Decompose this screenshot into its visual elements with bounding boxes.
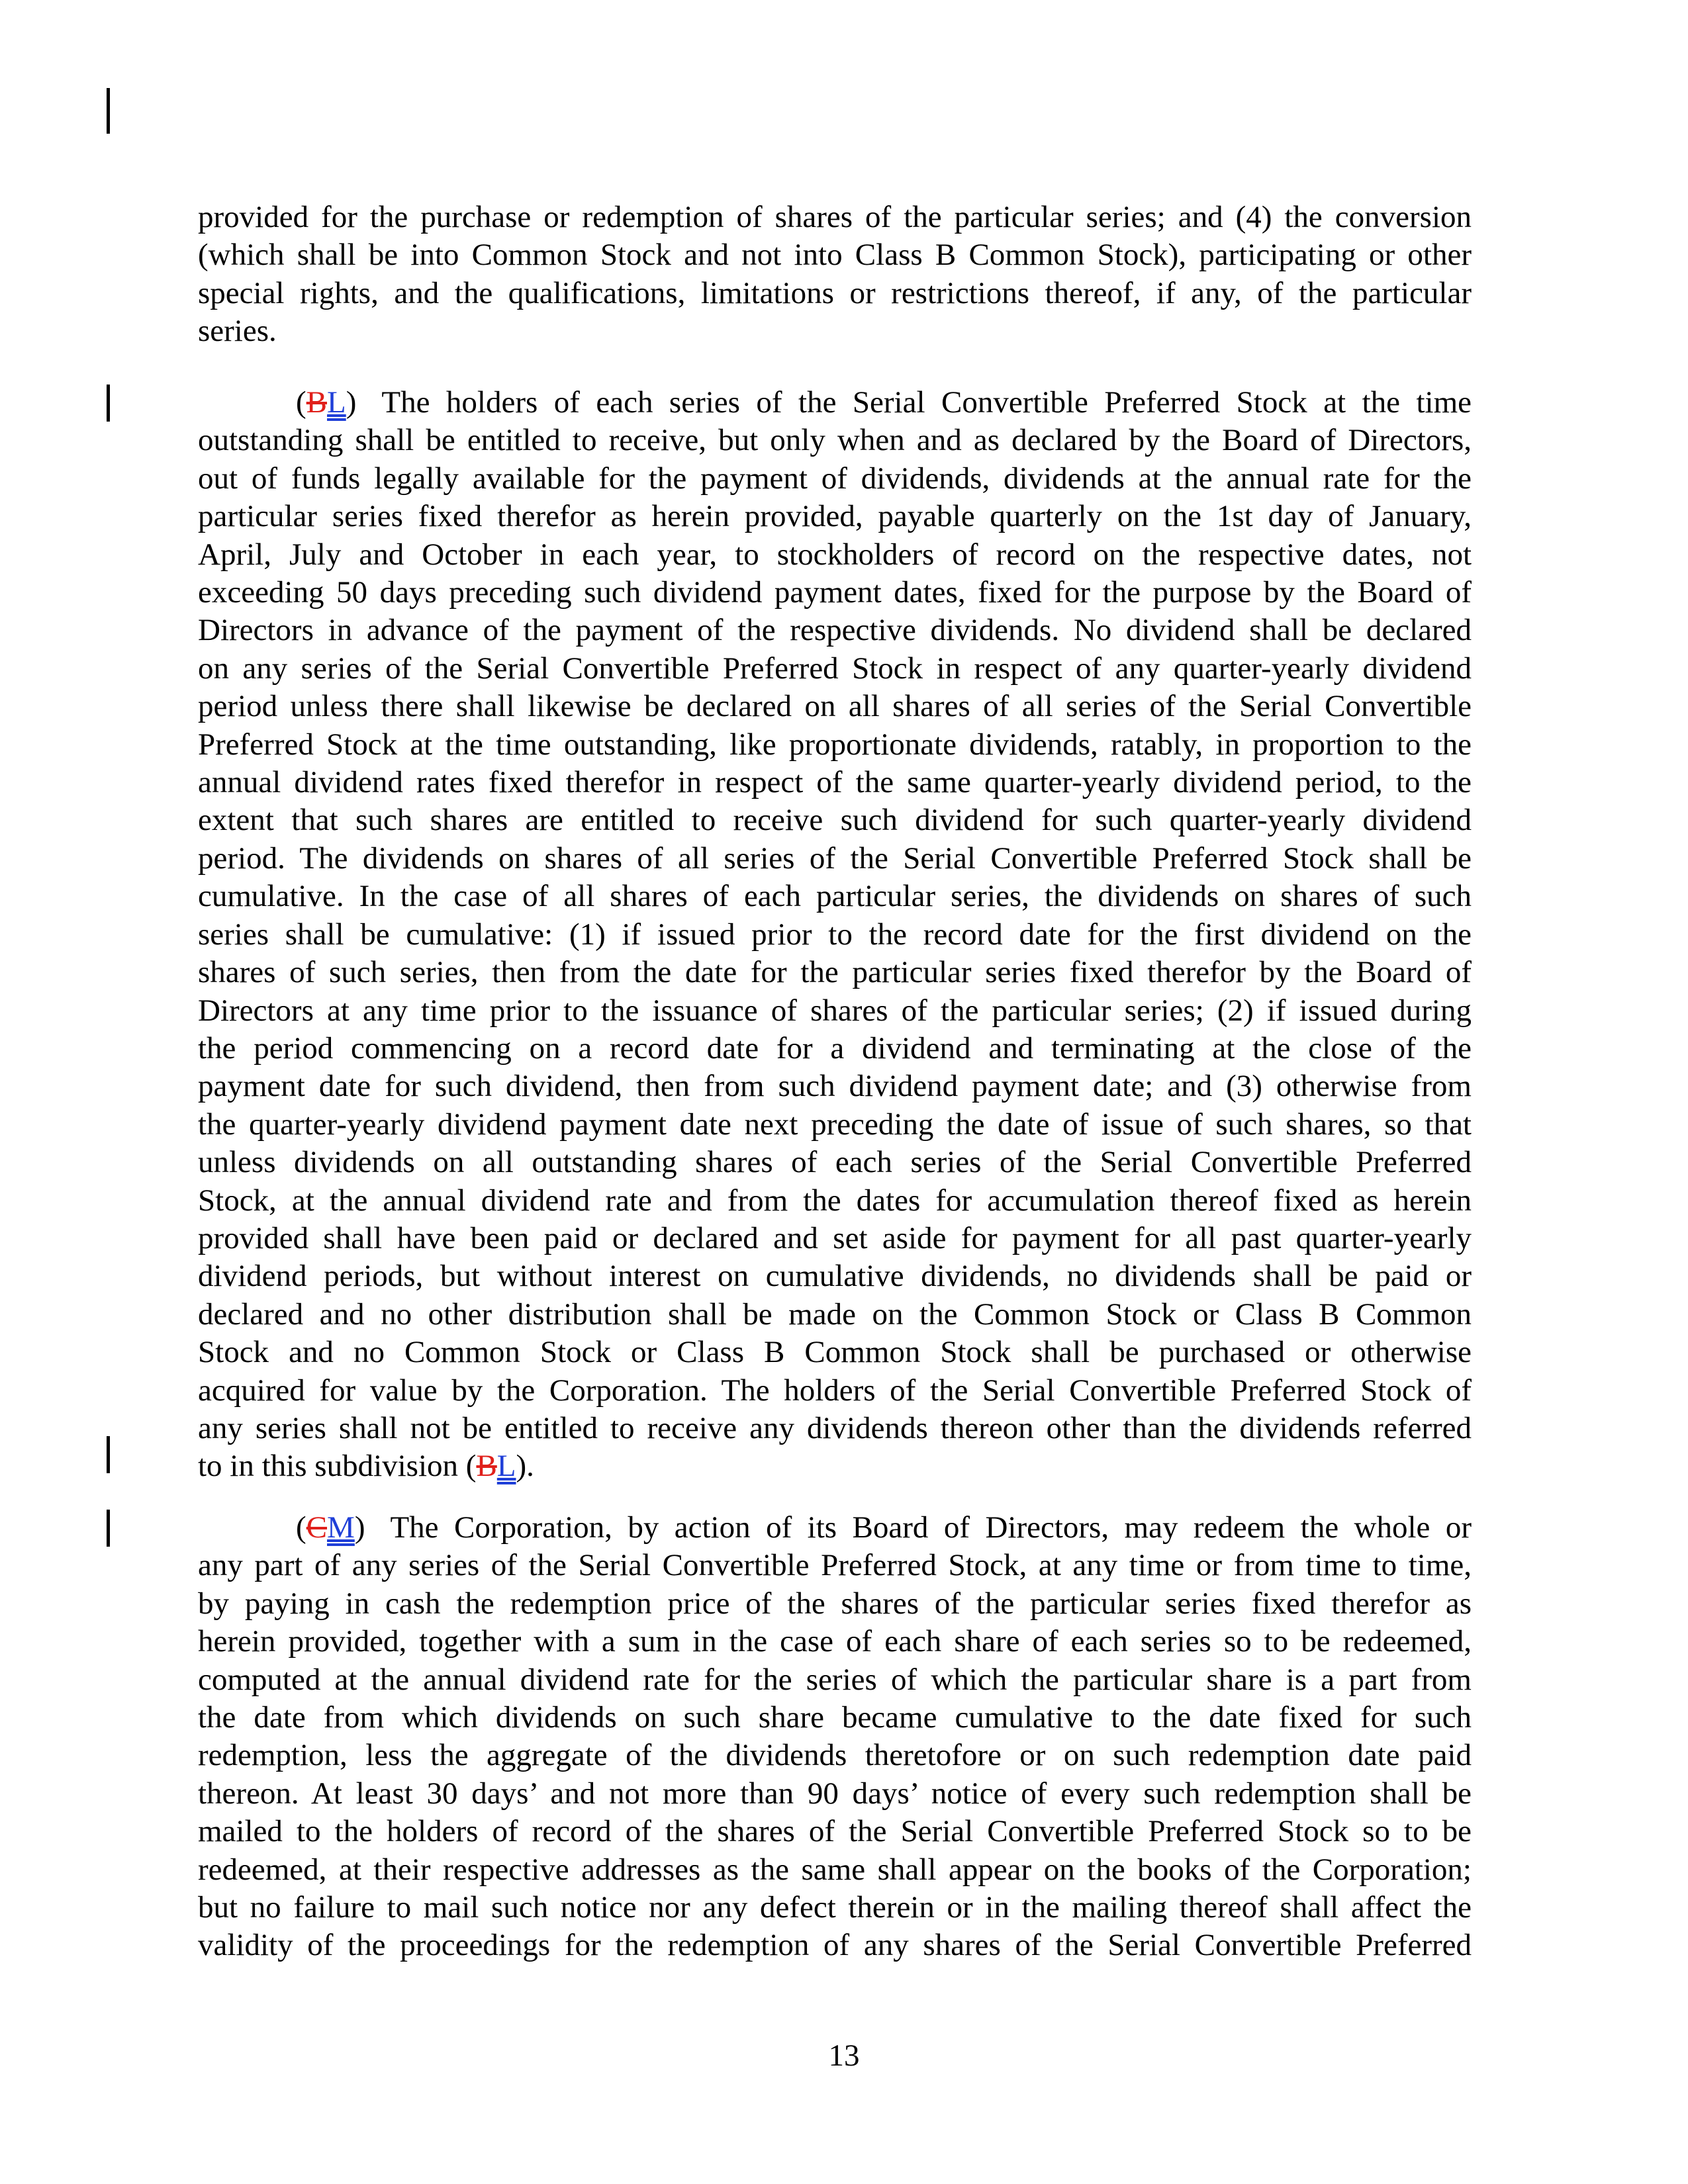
first-line-text: The Corporation, by action of its Board of Directors, may redeem the whole or — [390, 1510, 1472, 1545]
text-line: particular series fixed therefor as herein provided, payable quarterly on the 1st day of January, — [198, 499, 1472, 534]
text-line: Stock, at the annual dividend rate and from the dates for accumulation thereof fixed as herein — [198, 1183, 1472, 1218]
page-number: 13 — [828, 2038, 860, 2073]
change-bar-paragraph-b — [107, 385, 110, 422]
text-line: annual dividend rates fixed therefor in respect of the same quarter-yearly dividend period, to the — [198, 765, 1472, 800]
text-line: provided shall have been paid or declared and set aside for payment for all past quarter-yearly — [198, 1220, 1472, 1255]
text-line: declared and no other distribution shall be made on the Common Stock or Class B Common — [198, 1297, 1472, 1332]
paragraph-dividends — [198, 384, 1472, 1486]
change-bar-top — [107, 88, 110, 134]
text-line: mailed to the holders of record of the shares of the Serial Convertible Preferred Stock so to be — [198, 1814, 1472, 1849]
text-line: payment date for such dividend, then from such dividend payment date; and (3) otherwise from — [198, 1069, 1472, 1104]
text-line: shares of such series, then from the date for the particular series fixed therefor by the Board of — [198, 955, 1472, 990]
paragraph-first-line — [198, 1509, 1472, 1547]
inserted-label: L — [496, 1449, 516, 1484]
last-line-prefix: to in this subdivision ( — [198, 1449, 477, 1484]
text-line: Stock and no Common Stock or Class B Common Stock shall be purchased or otherwise — [198, 1335, 1472, 1370]
text-line: acquired for value by the Corporation. The holders of the Serial Convertible Preferred Stock of — [198, 1373, 1472, 1408]
change-bar-subdivision-ref — [107, 1436, 110, 1473]
text-line: by paying in cash the redemption price of the shares of the particular series fixed therefor as — [198, 1586, 1472, 1621]
first-line-text: The holders of each series of the Serial Convertible Preferred Stock at the time — [381, 385, 1472, 420]
deleted-label: B — [306, 385, 328, 420]
paragraph-first-line — [198, 384, 1472, 422]
paragraph-last-line — [198, 1447, 1472, 1485]
text-line: period. The dividends on shares of all series of the Serial Convertible Preferred Stock shall be — [198, 841, 1472, 876]
text-line: herein provided, together with a sum in the case of each share of each series so to be redeemed, — [198, 1624, 1472, 1659]
text-line: outstanding shall be entitled to receive, but only when and as declared by the Board of Directors, — [198, 423, 1472, 458]
label-open: ( — [296, 385, 306, 420]
text-line: any part of any series of the Serial Convertible Preferred Stock, at any time or from time to time, — [198, 1548, 1472, 1583]
paragraph-continuation — [198, 199, 1472, 351]
last-line-suffix: ). — [516, 1449, 534, 1484]
text-line: Directors in advance of the payment of the respective dividends. No dividend shall be declared — [198, 613, 1472, 648]
label-close: ) — [354, 1510, 365, 1545]
text-line: on any series of the Serial Convertible Preferred Stock in respect of any quarter-yearly dividend — [198, 651, 1472, 686]
text-line: unless dividends on all outstanding shares of each series of the Serial Convertible Preferred — [198, 1145, 1472, 1180]
paragraph-redemption — [198, 1509, 1472, 1965]
text-line: the quarter-yearly dividend payment date next preceding the date of issue of such shares, so that — [198, 1107, 1472, 1142]
text-line: exceeding 50 days preceding such dividend payment dates, fixed for the purpose by the Board of — [198, 575, 1472, 610]
text-line: thereon. At least 30 days’ and not more than 90 days’ notice of every such redemption shall be — [198, 1776, 1472, 1811]
text-line: special rights, and the qualifications, limitations or restrictions thereof, if any, of the particular — [198, 275, 1472, 310]
text-line: series. — [198, 314, 277, 349]
label-open: ( — [296, 1510, 306, 1545]
text-line: April, July and October in each year, to stockholders of record on the respective dates, not — [198, 537, 1472, 572]
text-line: computed at the annual dividend rate for the series of which the particular share is a part from — [198, 1662, 1472, 1697]
deleted-label: B — [476, 1449, 497, 1484]
text-line: Preferred Stock at the time outstanding, like proportionate dividends, ratably, in proportion to the — [198, 727, 1472, 762]
text-line: any series shall not be entitled to receive any dividends thereon other than the dividends referred — [198, 1410, 1472, 1445]
text-line: provided for the purchase or redemption of shares of the particular series; and (4) the conversion — [198, 200, 1472, 234]
label-close: ) — [346, 385, 357, 420]
text-line: Directors at any time prior to the issuance of shares of the particular series; (2) if issued during — [198, 993, 1472, 1028]
text-line: (which shall be into Common Stock and not into Class B Common Stock), participating or other — [198, 238, 1472, 273]
text-line: redeemed, at their respective addresses as the same shall appear on the books of the Corporation; — [198, 1852, 1472, 1887]
text-line: redemption, less the aggregate of the dividends theretofore or on such redemption date paid — [198, 1738, 1472, 1773]
inserted-label: L — [327, 385, 346, 420]
text-line: series shall be cumulative: (1) if issued prior to the record date for the first dividend on the — [198, 917, 1472, 952]
text-line: dividend periods, but without interest on cumulative dividends, no dividends shall be paid or — [198, 1259, 1472, 1294]
text-line: the date from which dividends on such share became cumulative to the date fixed for such — [198, 1700, 1472, 1735]
text-line: cumulative. In the case of all shares of each particular series, the dividends on shares of such — [198, 879, 1472, 914]
text-line: the period commencing on a record date for a dividend and terminating at the close of the — [198, 1030, 1472, 1066]
text-line: validity of the proceedings for the redemption of any shares of the Serial Convertible Preferred — [198, 1928, 1472, 1963]
text-line: extent that such shares are entitled to receive such dividend for such quarter-yearly dividend — [198, 803, 1472, 838]
text-line: period unless there shall likewise be declared on all shares of all series of the Serial Convertible — [198, 689, 1472, 724]
text-line: out of funds legally available for the payment of dividends, dividends at the annual rate for the — [198, 461, 1472, 496]
text-line: but no failure to mail such notice nor any defect therein or in the mailing thereof shall affect the — [198, 1890, 1472, 1925]
inserted-label: M — [327, 1510, 355, 1545]
change-bar-paragraph-c — [107, 1510, 110, 1547]
deleted-label: C — [306, 1510, 328, 1545]
